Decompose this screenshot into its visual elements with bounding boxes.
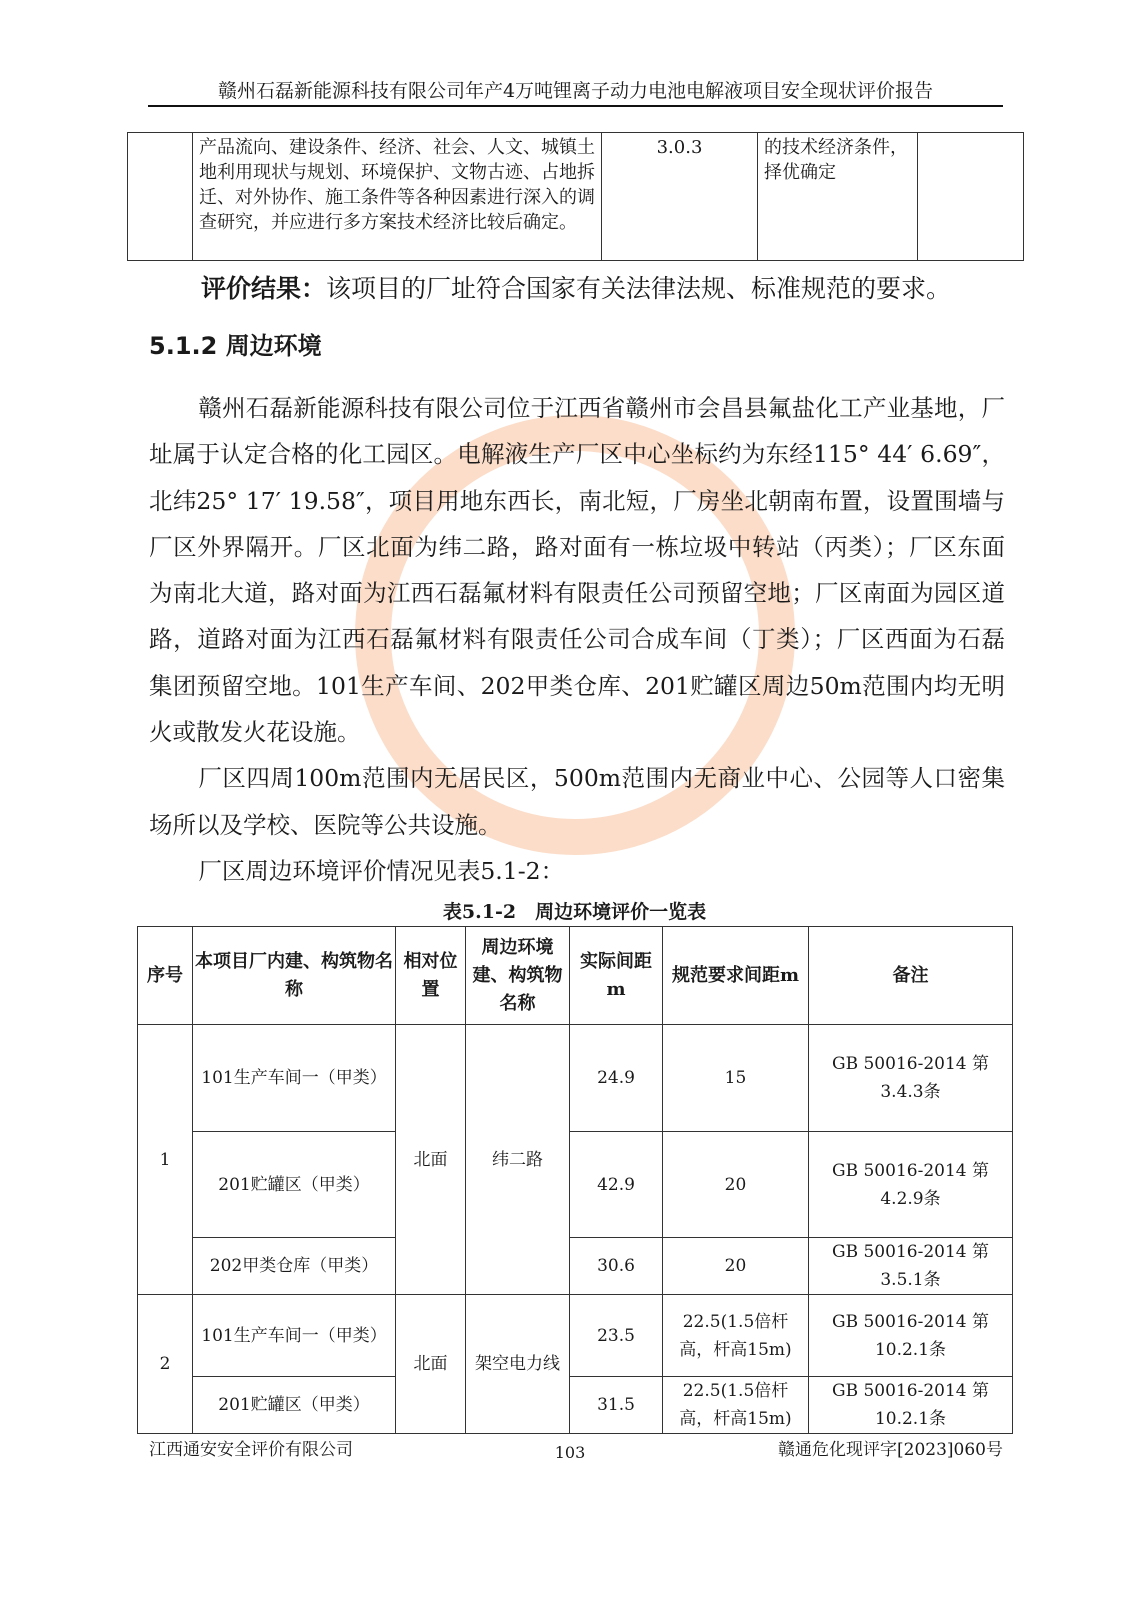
required-distance: 20	[663, 1238, 809, 1295]
table-cell	[918, 133, 1024, 261]
table-row	[138, 1377, 1013, 1434]
table-row	[128, 133, 1024, 261]
building-name: 101生产车间一（甲类）	[193, 1295, 396, 1377]
column-header: 序号	[138, 927, 193, 1025]
actual-distance: 31.5	[570, 1377, 663, 1434]
row-number: 1	[138, 1025, 193, 1295]
remark: GB 50016-2014 第3.4.3条	[809, 1025, 1013, 1132]
result-label: 评价结果：	[201, 274, 327, 303]
table-cell: 的技术经济条件，择优确定	[758, 133, 918, 261]
column-header: 本项目厂内建、构筑物名称	[193, 927, 396, 1025]
remark: GB 50016-2014 第10.2.1条	[809, 1295, 1013, 1377]
table-header-row	[138, 927, 1013, 1025]
paragraph: 厂区周边环境评价情况见表5.1-2：	[198, 856, 565, 885]
remark: GB 50016-2014 第4.2.9条	[809, 1132, 1013, 1238]
row-number: 2	[138, 1295, 193, 1434]
remark: GB 50016-2014 第10.2.1条	[809, 1377, 1013, 1434]
table-caption: 表5.1-2 周边环境评价一览表	[442, 901, 707, 924]
remark: GB 50016-2014 第3.5.1条	[809, 1238, 1013, 1295]
relative-position: 北面	[396, 1295, 466, 1434]
continued-table	[127, 132, 1024, 261]
column-header: 规范要求间距m	[663, 927, 809, 1025]
table-cell	[128, 133, 193, 261]
required-distance: 22.5(1.5倍杆高，杆高15m)	[663, 1295, 809, 1377]
footer-document-number: 赣通危化现评字[2023]060号	[778, 1440, 1003, 1461]
evaluation-result	[201, 271, 1021, 307]
section-heading: 5.1.2 周边环境	[149, 332, 322, 360]
column-header: 周边环境建、构筑物名称	[466, 927, 570, 1025]
building-name: 201贮罐区（甲类）	[193, 1132, 396, 1238]
building-name: 101生产车间一（甲类）	[193, 1025, 396, 1132]
building-name: 201贮罐区（甲类）	[193, 1377, 396, 1434]
column-header: 相对位置	[396, 927, 466, 1025]
page-header-title: 赣州石磊新能源科技有限公司年产4万吨锂离子动力电池电解液项目安全现状评价报告	[217, 80, 934, 102]
table-cell: 产品流向、建设条件、经济、社会、人文、城镇土地利用现状与规划、环境保护、文物古迹、占地拆迁、对外协作、施工条件等各种因素进行深入的调查研究，并应进行多方案技术经济比较后确定。	[193, 133, 602, 261]
table-row	[138, 1025, 1013, 1132]
page-footer	[149, 1438, 1003, 1468]
table-row	[138, 1238, 1013, 1295]
required-distance: 20	[663, 1132, 809, 1238]
actual-distance: 23.5	[570, 1295, 663, 1377]
table-row	[138, 1132, 1013, 1238]
surrounding-name: 纬二路	[466, 1025, 570, 1295]
table-cell: 3.0.3	[602, 133, 758, 261]
required-distance: 15	[663, 1025, 809, 1132]
surrounding-name: 架空电力线	[466, 1295, 570, 1434]
page-number: 103	[554, 1443, 586, 1463]
relative-position: 北面	[396, 1025, 466, 1295]
actual-distance: 42.9	[570, 1132, 663, 1238]
footer-company: 江西通安安全评价有限公司	[149, 1440, 353, 1461]
table-row	[138, 1295, 1013, 1377]
required-distance: 22.5(1.5倍杆高，杆高15m)	[663, 1377, 809, 1434]
surrounding-environment-table	[137, 926, 1013, 1434]
column-header: 备注	[809, 927, 1013, 1025]
actual-distance: 30.6	[570, 1238, 663, 1295]
paragraph: 厂区四周100m范围内无居民区，500m范围内无商业中心、公园等人口密集场所以及学校、医院等公共设施。	[149, 764, 1005, 839]
result-text: 该项目的厂址符合国家有关法律法规、标准规范的要求。	[326, 274, 952, 303]
building-name: 202甲类仓库（甲类）	[193, 1238, 396, 1295]
actual-distance: 24.9	[570, 1025, 663, 1132]
header-divider	[148, 105, 1003, 107]
column-header: 实际间距m	[570, 927, 663, 1025]
paragraph: 赣州石磊新能源科技有限公司位于江西省赣州市会昌县氟盐化工产业基地，厂址属于认定合格的化工园区。电解液生产厂区中心坐标约为东经115° 44′ 6.69″，北纬25° 17′ 19.58″，项目用地东西长，南北短，厂房坐北朝南布置，设置围墙与厂区外界隔开。厂区北面为纬二路，路对面有一栋垃圾中转站（丙类）；厂区东面为南北大道，路对面为江西石磊氟材料有限责任公司预留空地；厂区南面为园区道路，道路对面为江西石磊氟材料有限责任公司合成车间（丁类）；厂区西面为石磊集团预留空地。101生产车间、202甲类仓库、201贮罐区周边50m范围内均无明火或散发火花设施。	[149, 394, 1005, 747]
